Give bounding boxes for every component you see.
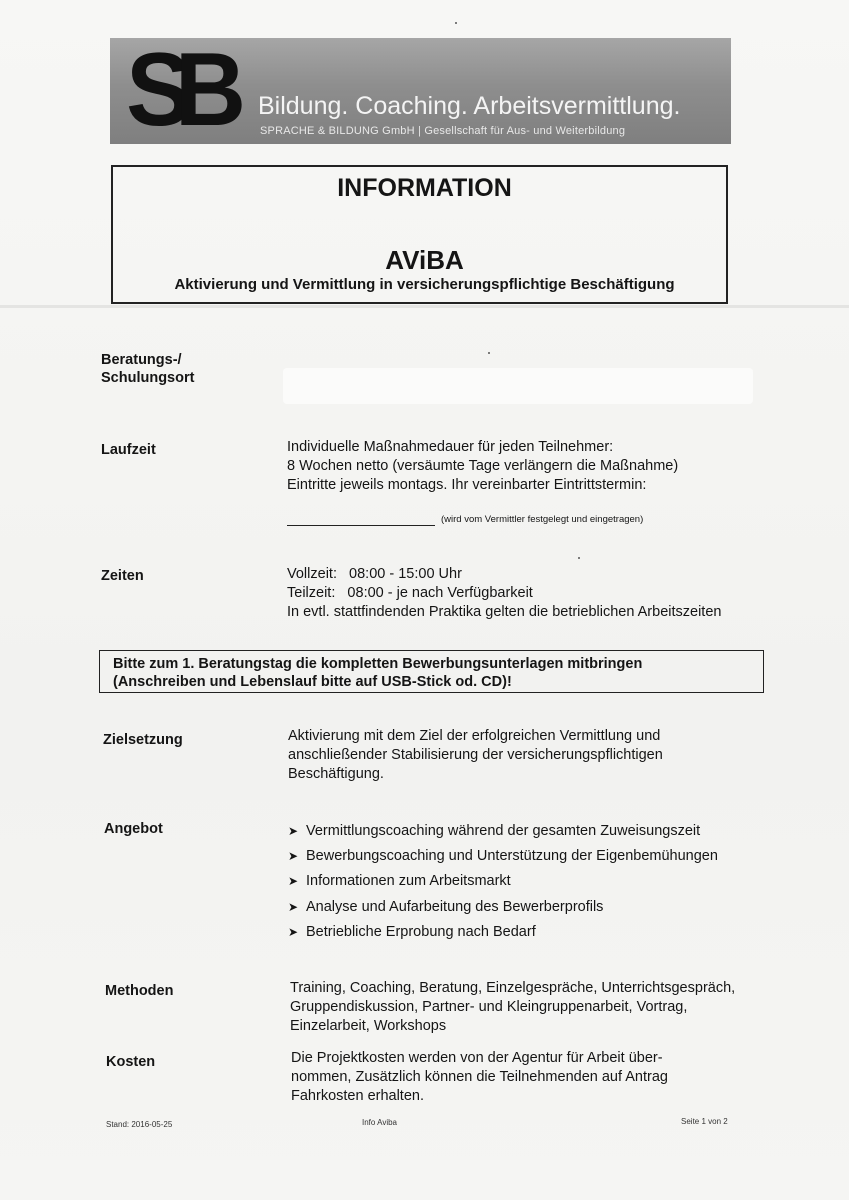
notice-line-2: (Anschreiben und Lebenslauf bitte auf USB-Stick od. CD)! — [113, 674, 512, 690]
arrow-bullet-icon: ➤ — [288, 899, 299, 914]
list-item — [288, 919, 718, 944]
arrow-bullet-icon: ➤ — [288, 848, 299, 863]
list-item-text: Analyse und Aufarbeitung des Bewerberprofils — [306, 898, 604, 915]
notice-text — [113, 655, 642, 691]
laufzeit-label: Laufzeit — [101, 442, 156, 458]
program-name: AViBA — [385, 245, 464, 275]
zeiten-line-2: Teilzeit: 08:00 - je nach Verfügbarkeit — [287, 585, 533, 601]
zielsetzung-line-3: Beschäftigung. — [288, 766, 384, 782]
arrow-bullet-icon: ➤ — [288, 874, 299, 889]
zielsetzung-line-1: Aktivierung mit dem Ziel der erfolgreichen Vermittlung und — [288, 728, 661, 744]
company-logo — [120, 32, 248, 148]
methoden-label: Methoden — [105, 983, 174, 999]
scan-speck — [455, 22, 457, 24]
scan-speck — [488, 352, 490, 354]
arrow-bullet-icon: ➤ — [288, 823, 299, 838]
header-tagline: Bildung. Coaching. Arbeitsvermittlung. — [258, 92, 681, 120]
list-item-text: Vermittlungscoaching während der gesamten Zuweisungszeit — [306, 822, 701, 839]
header-banner — [110, 32, 731, 148]
entry-date-line — [287, 525, 435, 526]
zeiten-label: Zeiten — [101, 568, 144, 584]
laufzeit-line-1: Individuelle Maßnahmedauer für jeden Teilnehmer: — [287, 439, 614, 455]
methoden-line-3: Einzelarbeit, Workshops — [290, 1018, 447, 1034]
footer-title: Info Aviba — [362, 1118, 397, 1127]
zielsetzung-text — [288, 727, 663, 784]
laufzeit-line-2: 8 Wochen netto (versäumte Tage verlängern die Maßnahme) — [287, 458, 679, 474]
ort-label-line-2: Schulungsort — [101, 370, 195, 386]
zielsetzung-line-2: anschließender Stabilisierung der versicherungspflichtigen — [288, 747, 663, 763]
zeiten-line-3: In evtl. stattfindenden Praktika gelten die betrieblichen Arbeitszeiten — [287, 604, 722, 620]
kosten-line-1: Die Projektkosten werden von der Agentur für Arbeit über- — [291, 1050, 663, 1066]
methoden-line-1: Training, Coaching, Beratung, Einzelgespräche, Unterrichtsgespräch, — [290, 980, 736, 996]
kosten-label: Kosten — [106, 1054, 156, 1070]
kosten-line-2: nommen, Zusätzlich können die Teilnehmenden auf Antrag — [291, 1069, 668, 1085]
ort-label — [101, 351, 194, 387]
zeiten-line-1: Vollzeit: 08:00 - 15:00 Uhr — [287, 566, 462, 582]
methoden-text — [290, 979, 735, 1036]
redacted-location — [283, 368, 753, 404]
list-item — [288, 843, 718, 868]
program-subtitle: Aktivierung und Vermittlung in versicherungspflichtige Beschäftigung — [174, 276, 675, 293]
zeiten-text — [287, 565, 721, 622]
header-subline: SPRACHE & BILDUNG GmbH | Gesellschaft für Aus- und Weiterbildung — [260, 125, 626, 137]
scan-speck — [578, 557, 580, 559]
angebot-label: Angebot — [104, 821, 163, 837]
laufzeit-text — [287, 438, 678, 495]
kosten-line-3: Fahrkosten erhalten. — [291, 1088, 424, 1104]
logo-text: SB — [126, 32, 230, 148]
footer-page-number: Seite 1 von 2 — [681, 1117, 728, 1126]
zielsetzung-label: Zielsetzung — [103, 732, 183, 748]
list-item-text: Betriebliche Erprobung nach Bedarf — [306, 923, 536, 940]
list-item-text: Bewerbungscoaching und Unterstützung der Eigenbemühungen — [306, 847, 718, 864]
list-item — [288, 894, 718, 919]
notice-line-1: Bitte zum 1. Beratungstag die kompletten Bewerbungsunterlagen mitbringen — [113, 656, 643, 672]
ort-label-line-1: Beratungs-/ — [101, 352, 182, 368]
arrow-bullet-icon: ➤ — [288, 924, 299, 939]
entry-date-note: (wird vom Vermittler festgelegt und eingetragen) — [441, 514, 644, 525]
scan-artifact — [0, 305, 849, 308]
list-item — [288, 818, 718, 843]
kosten-text — [291, 1049, 668, 1106]
info-title: INFORMATION — [337, 174, 512, 202]
laufzeit-line-3: Eintritte jeweils montags. Ihr vereinbarter Eintrittstermin: — [287, 477, 647, 493]
angebot-list — [288, 818, 718, 944]
list-item-text: Informationen zum Arbeitsmarkt — [306, 873, 511, 890]
list-item — [288, 869, 718, 894]
methoden-line-2: Gruppendiskussion, Partner- und Kleingruppenarbeit, Vortrag, — [290, 999, 688, 1015]
footer-date: Stand: 2016-05-25 — [106, 1120, 173, 1129]
